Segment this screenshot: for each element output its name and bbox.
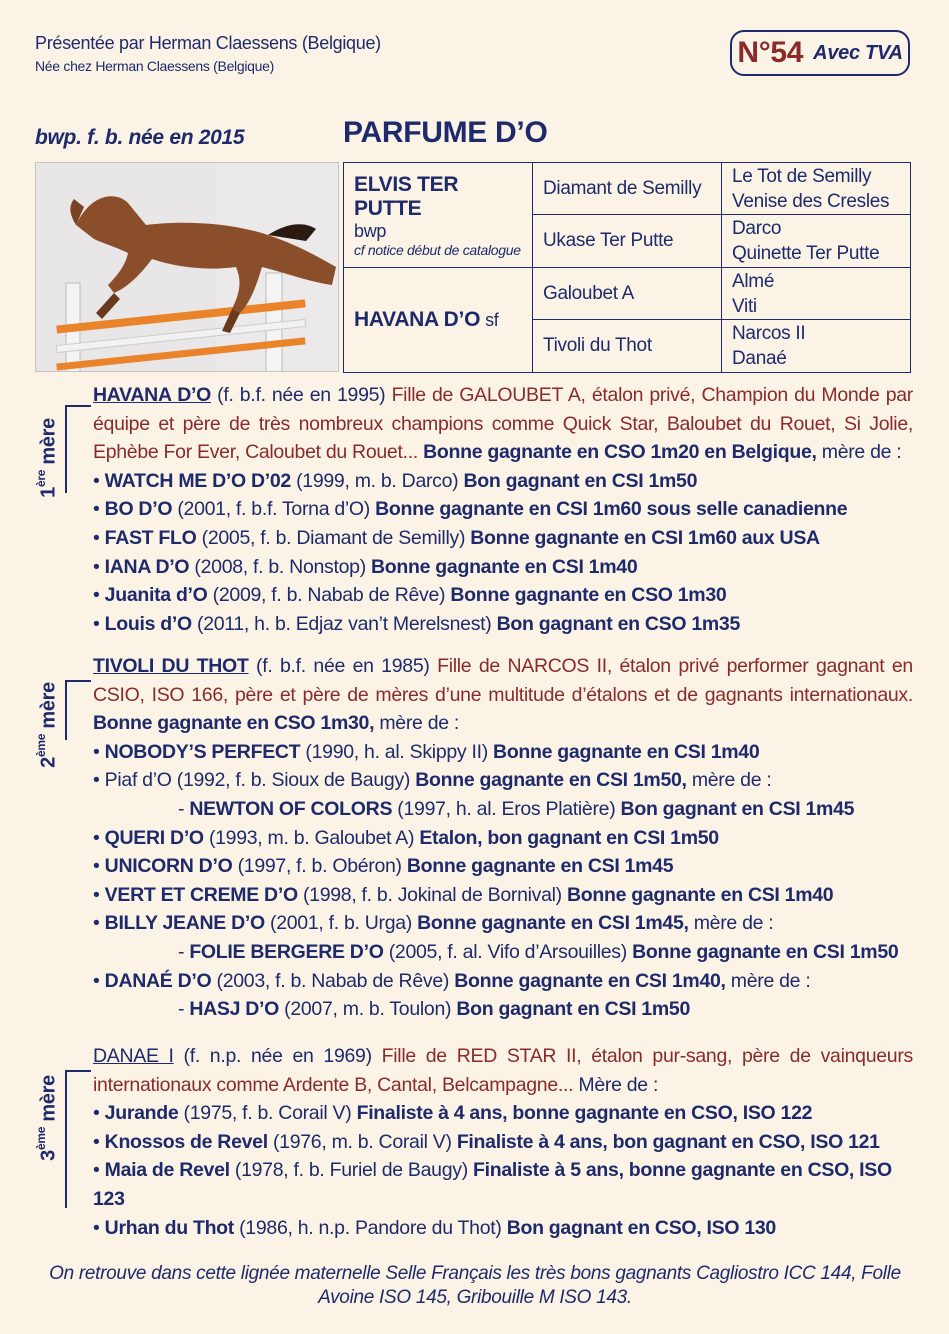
- offspring-perf: Bonne gagnante en CSI 1m45: [406, 855, 674, 878]
- mere2-mother-of: mère de :: [379, 712, 460, 735]
- offspring-info: (1978, f. b. Furiel de Baugy): [234, 1159, 468, 1182]
- offspring-info: (2005, f. al. Vifo d’Arsouilles): [388, 940, 627, 963]
- offspring-mother-of: mère de :: [693, 912, 774, 935]
- offspring-name: Juanita d’O: [104, 584, 208, 607]
- mere3-section: [93, 1042, 913, 1242]
- offspring-info: (1986, h. n.p. Pandore du Thot): [239, 1216, 502, 1239]
- offspring-name: DANAÉ D’O: [104, 969, 212, 992]
- mere2-label-num: 2: [37, 757, 60, 768]
- offspring-name: UNICORN D’O: [104, 855, 233, 878]
- offspring-name: WATCH ME D’O D’02: [104, 469, 291, 492]
- pedigree-dam-studbook: sf: [485, 310, 499, 330]
- offspring-perf: Bonne gagnante en CSI 1m40: [493, 740, 760, 763]
- pedigree-ggp: Viti: [732, 295, 757, 317]
- list-item: • DANAÉ D’O (2003, f. b. Nabab de Rêve) Bonne gagnante en CSI 1m40, mère de :: [93, 969, 811, 992]
- pedigree-sire-studbook: bwp: [354, 220, 387, 241]
- offspring-name: NOBODY’S PERFECT: [104, 740, 301, 763]
- list-item: • Louis d’O (2011, h. b. Edjaz van’t Merelsnest) Bon gagnant en CSO 1m35: [93, 612, 741, 635]
- offspring-info: (1999, m. b. Darco): [296, 469, 459, 492]
- offspring-mother-of: mère de :: [691, 769, 772, 792]
- pedigree-great-grandparents: [722, 215, 911, 268]
- offspring-perf: Bonne gagnante en CSI 1m60 aux USA: [470, 526, 820, 549]
- pedigree-grandparent: Tivoli du Thot: [533, 320, 722, 373]
- mere1-info: (f. b.f. née en 1995): [217, 384, 386, 406]
- lot-badge: [730, 30, 910, 76]
- horse-photo: [35, 162, 339, 372]
- offspring-name: FAST FLO: [104, 526, 197, 549]
- mere3-info: (f. n.p. née en 1969): [183, 1045, 372, 1067]
- offspring-perf: Bon gagnant en CSO, ISO 130: [506, 1216, 776, 1239]
- pedigree-ggp: Almé: [732, 270, 775, 292]
- offspring-perf: Bon gagnant en CSI 1m50: [456, 998, 690, 1021]
- offspring-info: (2003, f. b. Nabab de Rêve): [216, 969, 450, 992]
- mere1-label-sup: ère: [34, 469, 48, 488]
- offspring-info: (2009, f. b. Nabab de Rêve): [212, 584, 446, 607]
- mere2-offspring-list: [93, 738, 913, 1024]
- mere1-bracket: [65, 405, 91, 493]
- pedigree-ggp: Quinette Ter Putte: [732, 243, 880, 264]
- pedigree-ggp: Le Tot de Semilly: [732, 165, 872, 187]
- mere2-section: [93, 652, 913, 1024]
- mere1-offspring-list: [93, 467, 913, 639]
- mere2-name: TIVOLI DU THOT: [93, 655, 249, 677]
- mere2-bracket: [65, 680, 91, 740]
- offspring-name: BO D’O: [104, 498, 173, 521]
- pedigree-dam: HAVANA D’O: [354, 308, 481, 331]
- offspring-perf: Bonne gagnante en CSI 1m40,: [454, 969, 726, 992]
- offspring-perf: Finaliste à 4 ans, bon gagnant en CSO, ISO 121: [456, 1130, 880, 1153]
- lot-vat: Avec TVA: [813, 41, 903, 64]
- pedigree-great-grandparents: [722, 268, 911, 320]
- mere2-desc: Fille de NARCOS II, étalon privé performer gagnant en CSIO, ISO 166, père et père de mères d’une multitude d’étalons et de gagnants internationaux.: [93, 655, 913, 706]
- offspring-info: (2005, f. b. Diamant de Semilly): [201, 526, 466, 549]
- pedigree-dam-cell: [344, 268, 533, 373]
- presented-by: Présentée par Herman Claessens (Belgique): [35, 33, 381, 53]
- footer-note: On retrouve dans cette lignée maternelle Selle Français les très bons gagnants Cagliostro ICC 144, Folle Avoine ISO 145, Gribouille M ISO 143.: [49, 1263, 901, 1308]
- mere1-mother-of: mère de :: [821, 441, 902, 464]
- pedigree-great-grandparents: [722, 320, 911, 373]
- list-item: • QUERI D’O (1993, m. b. Galoubet A) Etalon, bon gagnant en CSI 1m50: [93, 826, 719, 849]
- mere3-label-word: mère: [37, 1075, 60, 1122]
- offspring-perf: Finaliste à 4 ans, bonne gagnante en CSO, ISO 122: [356, 1102, 813, 1125]
- horse-subtitle: bwp. f. b. née en 2015: [35, 126, 245, 149]
- offspring-perf: Etalon, bon gagnant en CSI 1m50: [419, 826, 719, 849]
- offspring-info: (1998, f. b. Jokinal de Bornival): [302, 883, 562, 906]
- mere1-label-num: 1: [37, 487, 60, 498]
- mere3-label-sup: ème: [34, 1126, 48, 1151]
- offspring-name: Louis d’O: [104, 612, 192, 635]
- list-item: • Piaf d’O (1992, f. b. Sioux de Baugy) Bonne gagnante en CSI 1m50, mère de :: [93, 769, 772, 792]
- mere2-label-sup: ème: [34, 733, 48, 758]
- pedigree-sire-cell: [344, 163, 533, 268]
- list-item: • BILLY JEANE D’O (2001, f. b. Urga) Bonne gagnante en CSI 1m45, mère de :: [93, 912, 774, 935]
- list-subitem: - FOLIE BERGERE D’O (2005, f. al. Vifo d’Arsouilles) Bonne gagnante en CSI 1m50: [178, 940, 899, 963]
- mere1-label-word: mère: [37, 418, 60, 465]
- mere1-desc: Fille de GALOUBET A, étalon privé, Champion du Monde par équipe et père de très nombreux champions comme Quick Star, Baloubet du Rouet, Si Jolie, Ephèbe For Ever, Caloubet du Rouet...: [93, 384, 913, 464]
- offspring-name: Jurande: [104, 1102, 179, 1125]
- offspring-perf: Bon gagnant en CSO 1m35: [496, 612, 741, 635]
- mere1-label: [34, 418, 61, 498]
- mere1-section: [93, 381, 913, 638]
- offspring-name: BILLY JEANE D’O: [104, 912, 265, 935]
- offspring-perf: Bonne gagnante en CSI 1m40: [371, 555, 638, 578]
- offspring-perf: Finaliste à 5 ans, bonne gagnante en CSO, ISO 123: [93, 1159, 892, 1210]
- offspring-info: (1997, f. b. Obéron): [237, 855, 402, 878]
- offspring-name: VERT ET CREME D’O: [104, 883, 298, 906]
- offspring-perf: Bonne gagnante en CSI 1m50,: [415, 769, 687, 792]
- mere1-name: HAVANA D’O: [93, 384, 211, 406]
- offspring-perf: Bon gagnant en CSI 1m50: [463, 469, 698, 492]
- mere2-perf: Bonne gagnante en CSO 1m30,: [93, 712, 375, 735]
- pedigree-grandparent: Galoubet A: [533, 268, 722, 320]
- lot-number: N°54: [737, 36, 804, 69]
- offspring-info: (1993, m. b. Galoubet A): [208, 826, 415, 849]
- mere3-name: DANAE I: [93, 1045, 174, 1067]
- offspring-name: Urhan du Thot: [104, 1216, 234, 1239]
- offspring-perf: Bonne gagnante en CSO 1m30: [450, 584, 727, 607]
- list-item: • Urhan du Thot (1986, h. n.p. Pandore du Thot) Bon gagnant en CSO, ISO 130: [93, 1216, 776, 1239]
- offspring-perf: Bonne gagnante en CSI 1m40: [567, 883, 834, 906]
- pedigree-grandparent: Ukase Ter Putte: [533, 215, 722, 268]
- mere3-mother-of: Mère de :: [578, 1073, 659, 1096]
- list-item: • Knossos de Revel (1976, m. b. Corail V) Finaliste à 4 ans, bon gagnant en CSO, ISO 121: [93, 1130, 880, 1153]
- offspring-name: HASJ D’O: [189, 998, 280, 1021]
- offspring-info: (1997, h. al. Eros Platière): [397, 797, 616, 820]
- offspring-name: QUERI D’O: [104, 826, 204, 849]
- offspring-perf: Bonne gagnante en CSI 1m45,: [417, 912, 689, 935]
- offspring-name: NEWTON OF COLORS: [189, 797, 393, 820]
- mere3-bracket: [65, 1070, 91, 1208]
- pedigree-ggp: Narcos II: [732, 323, 806, 344]
- offspring-name: Maia de Revel: [104, 1159, 230, 1182]
- offspring-perf: Bon gagnant en CSI 1m45: [620, 797, 855, 820]
- offspring-info: (2007, m. b. Toulon): [284, 998, 452, 1021]
- offspring-name: FOLIE BERGERE D’O: [189, 940, 384, 963]
- mere2-info: (f. b.f. née en 1985): [256, 655, 430, 677]
- offspring-name: Piaf d’O: [104, 769, 172, 792]
- pedigree-great-grandparents: [722, 163, 911, 215]
- list-item: • WATCH ME D’O D’02 (1999, m. b. Darco) Bon gagnant en CSI 1m50: [93, 469, 698, 492]
- offspring-info: (1990, h. al. Skippy II): [305, 740, 488, 763]
- offspring-mother-of: mère de :: [730, 969, 811, 992]
- list-item: • Juanita d’O (2009, f. b. Nabab de Rêve) Bonne gagnante en CSO 1m30: [93, 584, 727, 607]
- horse-name: PARFUME D’O: [343, 116, 548, 149]
- offspring-info: (2008, f. b. Nonstop): [194, 555, 366, 578]
- list-item: • Maia de Revel (1978, f. b. Furiel de Baugy) Finaliste à 5 ans, bonne gagnante en CSO, ISO 123: [93, 1159, 892, 1210]
- offspring-info: (2001, f. b.f. Torna d’O): [177, 498, 370, 521]
- list-item: • VERT ET CREME D’O (1998, f. b. Jokinal de Bornival) Bonne gagnante en CSI 1m40: [93, 883, 834, 906]
- pedigree-table: [343, 162, 911, 373]
- offspring-name: IANA D’O: [104, 555, 190, 578]
- list-item: • Jurande (1975, f. b. Corail V) Finaliste à 4 ans, bonne gagnante en CSO, ISO 122: [93, 1102, 813, 1125]
- list-subitem: - NEWTON OF COLORS (1997, h. al. Eros Platière) Bon gagnant en CSI 1m45: [178, 797, 855, 820]
- pedigree-ggp: Danaé: [732, 348, 787, 369]
- mere2-label-word: mère: [37, 682, 60, 729]
- list-item: • IANA D’O (2008, f. b. Nonstop) Bonne gagnante en CSI 1m40: [93, 555, 638, 578]
- pedigree-sire-note: cf notice début de catalogue: [354, 241, 521, 258]
- offspring-info: (1992, f. b. Sioux de Baugy): [176, 769, 411, 792]
- offspring-info: (2001, f. b. Urga): [270, 912, 413, 935]
- offspring-perf: Bonne gagnante en CSI 1m50: [632, 940, 899, 963]
- list-item: • BO D’O (2001, f. b.f. Torna d’O) Bonne gagnante en CSI 1m60 sous selle canadienne: [93, 498, 848, 521]
- pedigree-ggp: Darco: [732, 218, 782, 239]
- pedigree-grandparent: Diamant de Semilly: [533, 163, 722, 215]
- mere3-desc: Fille de RED STAR II, étalon pur-sang, père de vainqueurs internationaux comme Ardente B, Cantal, Belcampagne...: [93, 1045, 913, 1096]
- list-item: • UNICORN D’O (1997, f. b. Obéron) Bonne gagnante en CSI 1m45: [93, 855, 674, 878]
- list-subitem: - HASJ D’O (2007, m. b. Toulon) Bon gagnant en CSI 1m50: [178, 998, 690, 1021]
- mere3-label: [34, 1075, 61, 1161]
- pedigree-sire: ELVIS TER PUTTE: [354, 172, 459, 220]
- list-item: • FAST FLO (2005, f. b. Diamant de Semilly) Bonne gagnante en CSI 1m60 aux USA: [93, 526, 820, 549]
- offspring-info: (1975, f. b. Corail V): [183, 1102, 352, 1125]
- mere2-label: [34, 682, 61, 768]
- list-item: • NOBODY’S PERFECT (1990, h. al. Skippy II) Bonne gagnante en CSI 1m40: [93, 740, 760, 763]
- offspring-name: Knossos de Revel: [104, 1130, 268, 1153]
- born-at: Née chez Herman Claessens (Belgique): [35, 58, 274, 74]
- mere1-perf: Bonne gagnante en CSO 1m20 en Belgique,: [423, 441, 817, 464]
- pedigree-ggp: Venise des Cresles: [732, 190, 890, 212]
- mere3-offspring-list: [93, 1099, 913, 1242]
- horse-jumping-image: [36, 163, 339, 372]
- offspring-info: (2011, h. b. Edjaz van’t Merelsnest): [197, 612, 492, 635]
- mere3-label-num: 3: [37, 1150, 60, 1161]
- offspring-perf: Bonne gagnante en CSI 1m60 sous selle canadienne: [375, 498, 848, 521]
- offspring-info: (1976, m. b. Corail V): [272, 1130, 452, 1153]
